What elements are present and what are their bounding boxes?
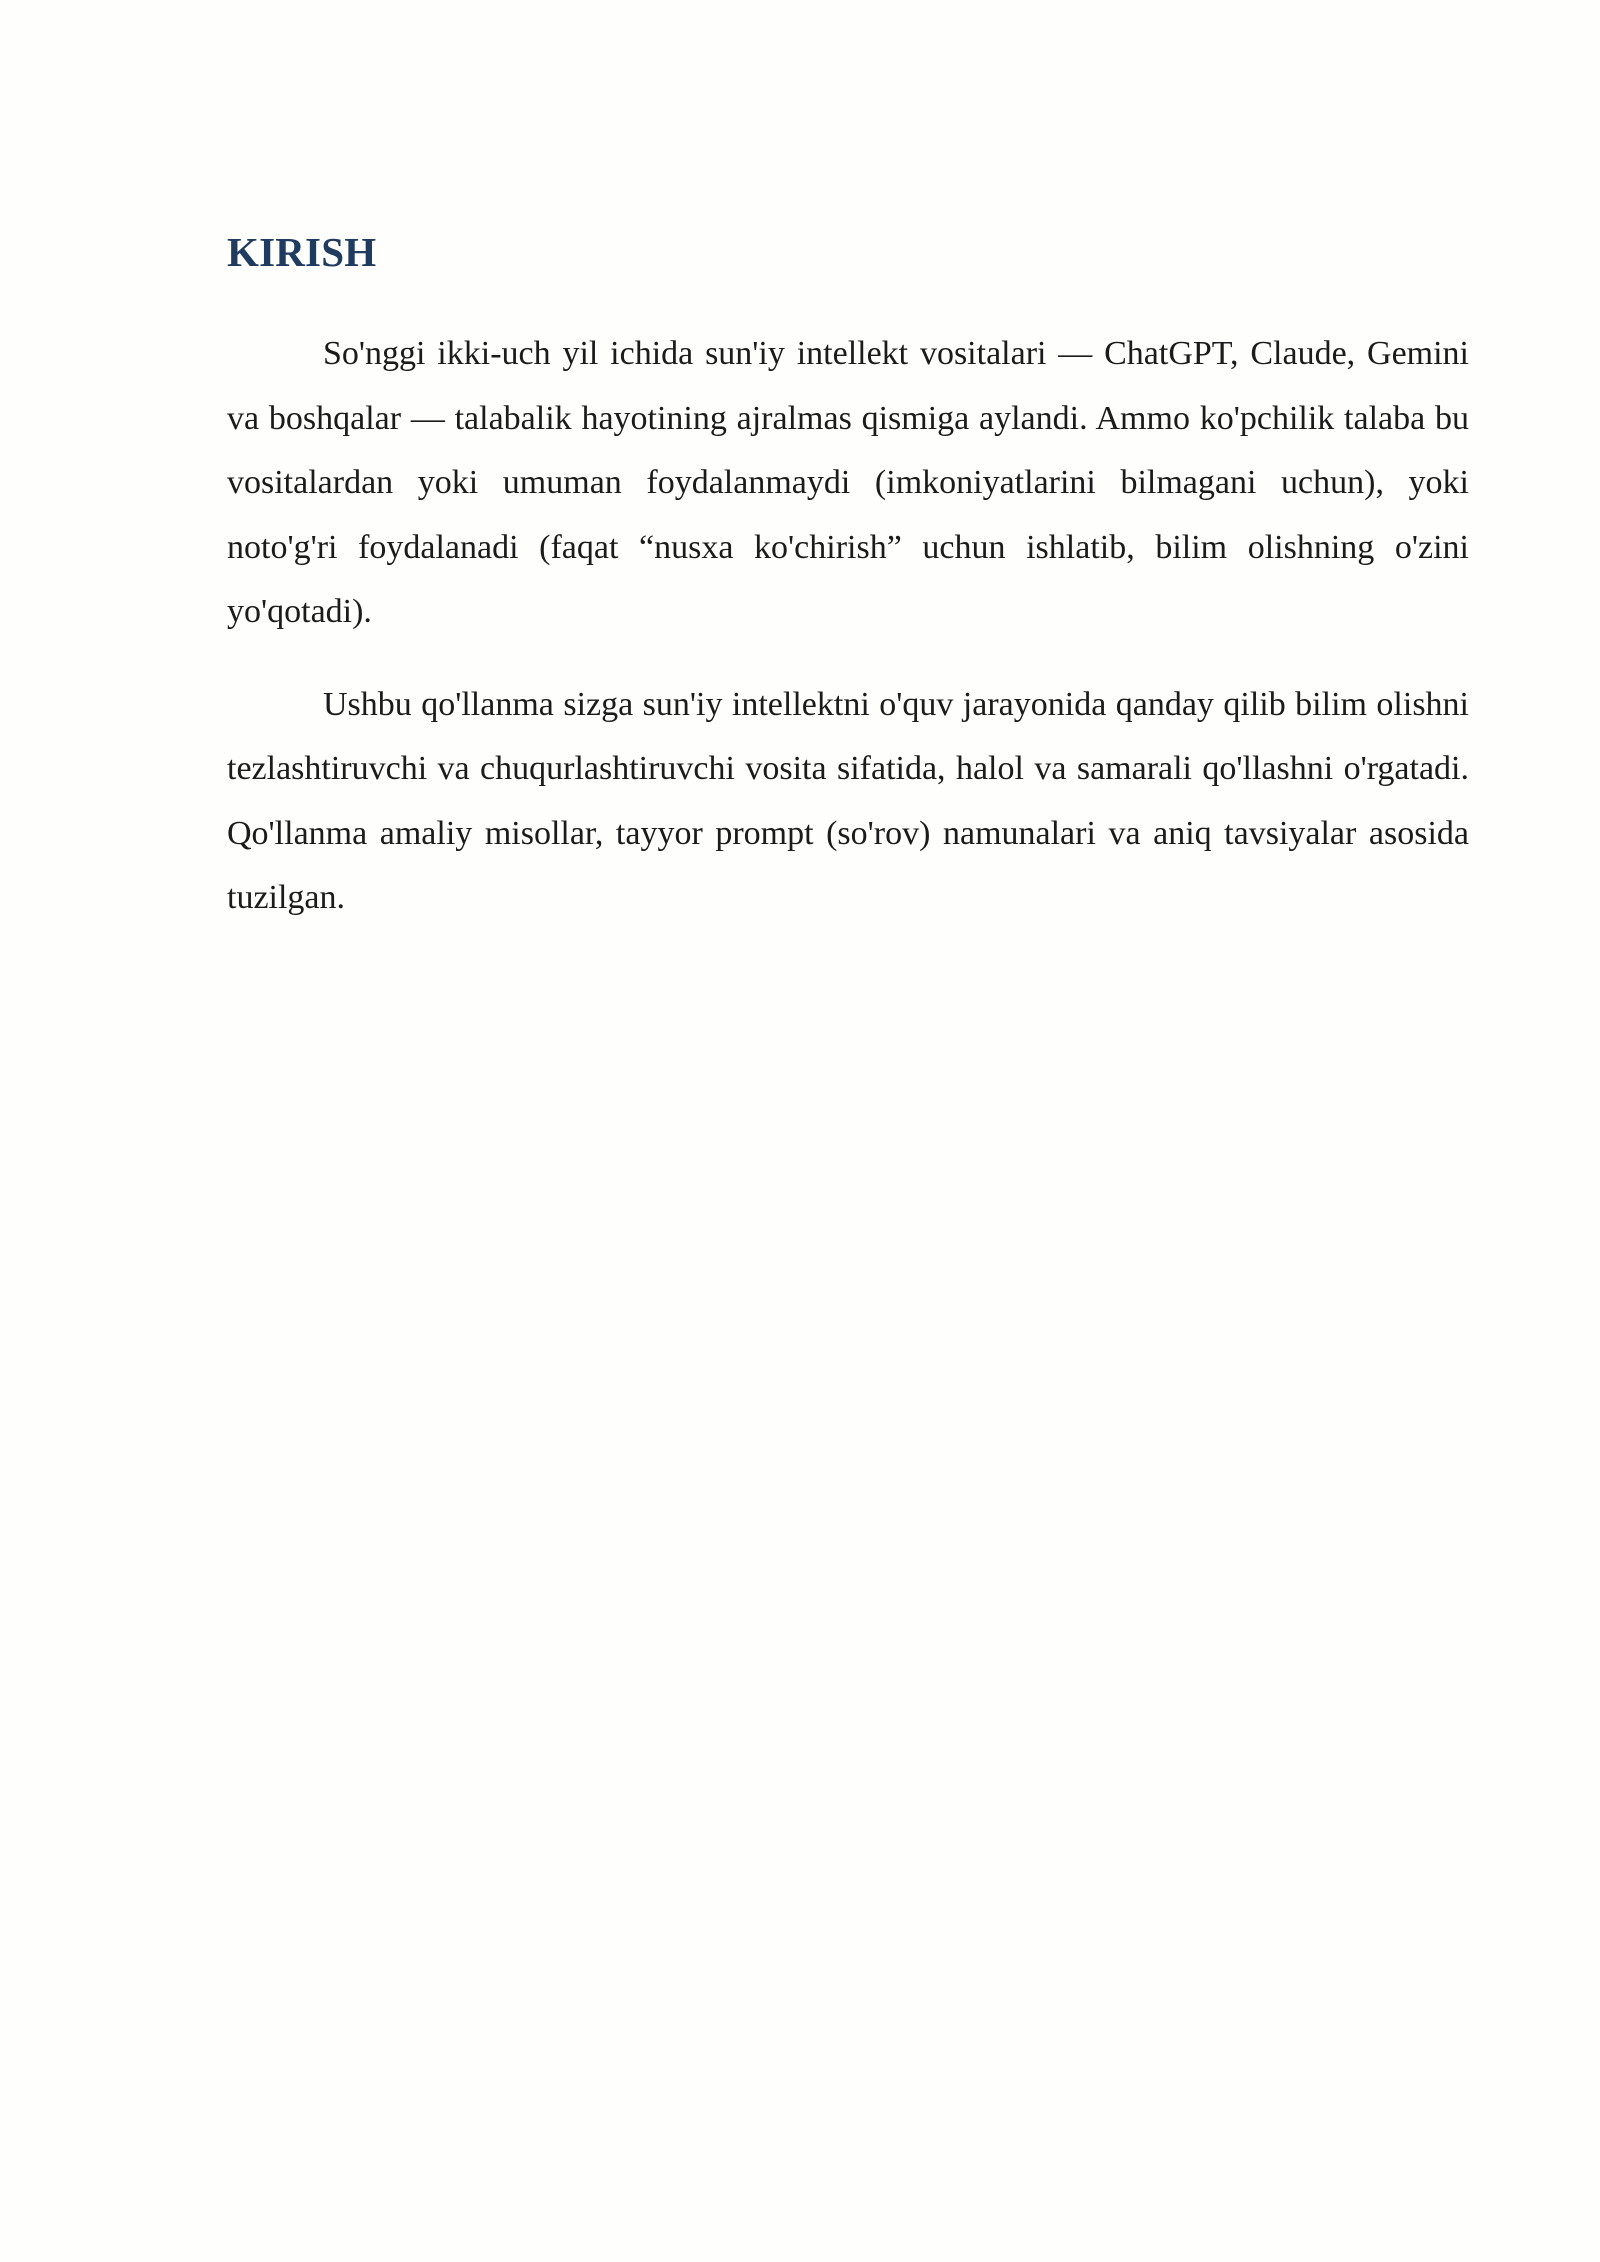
intro-paragraph-2: Ushbu qo'llanma sizga sun'iy intellektni o'quv jarayonida qanday qilib bilim olishni tezlashtiruvchi va chuqurlashtiruvchi vosita sifatida, halol va samarali qo'llashni o'rgatadi. Qo'llanma amaliy misollar, tayyor prompt (so'rov) namunalari va aniq tavsiyalar asosida tuzilgan. (227, 685, 1469, 916)
intro-paragraph-1: So'nggi ikki-uch yil ichida sun'iy intellekt vositalari — ChatGPT, Claude, Gemini va boshqalar — talabalik hayotining ajralmas qismiga aylandi. Ammo ko'pchilik talaba bu vositalardan yoki umuman foydalanmaydi (imkoniyatlarini bilmagani uchun), yoki noto'g'ri foydalanadi (faqat “nusxa ko'chirish” uchun ishlatib, bilim olishning o'zini yo'qotadi). (227, 335, 1469, 630)
section-heading: KIRISH (227, 229, 377, 275)
page-content (227, 222, 1469, 959)
